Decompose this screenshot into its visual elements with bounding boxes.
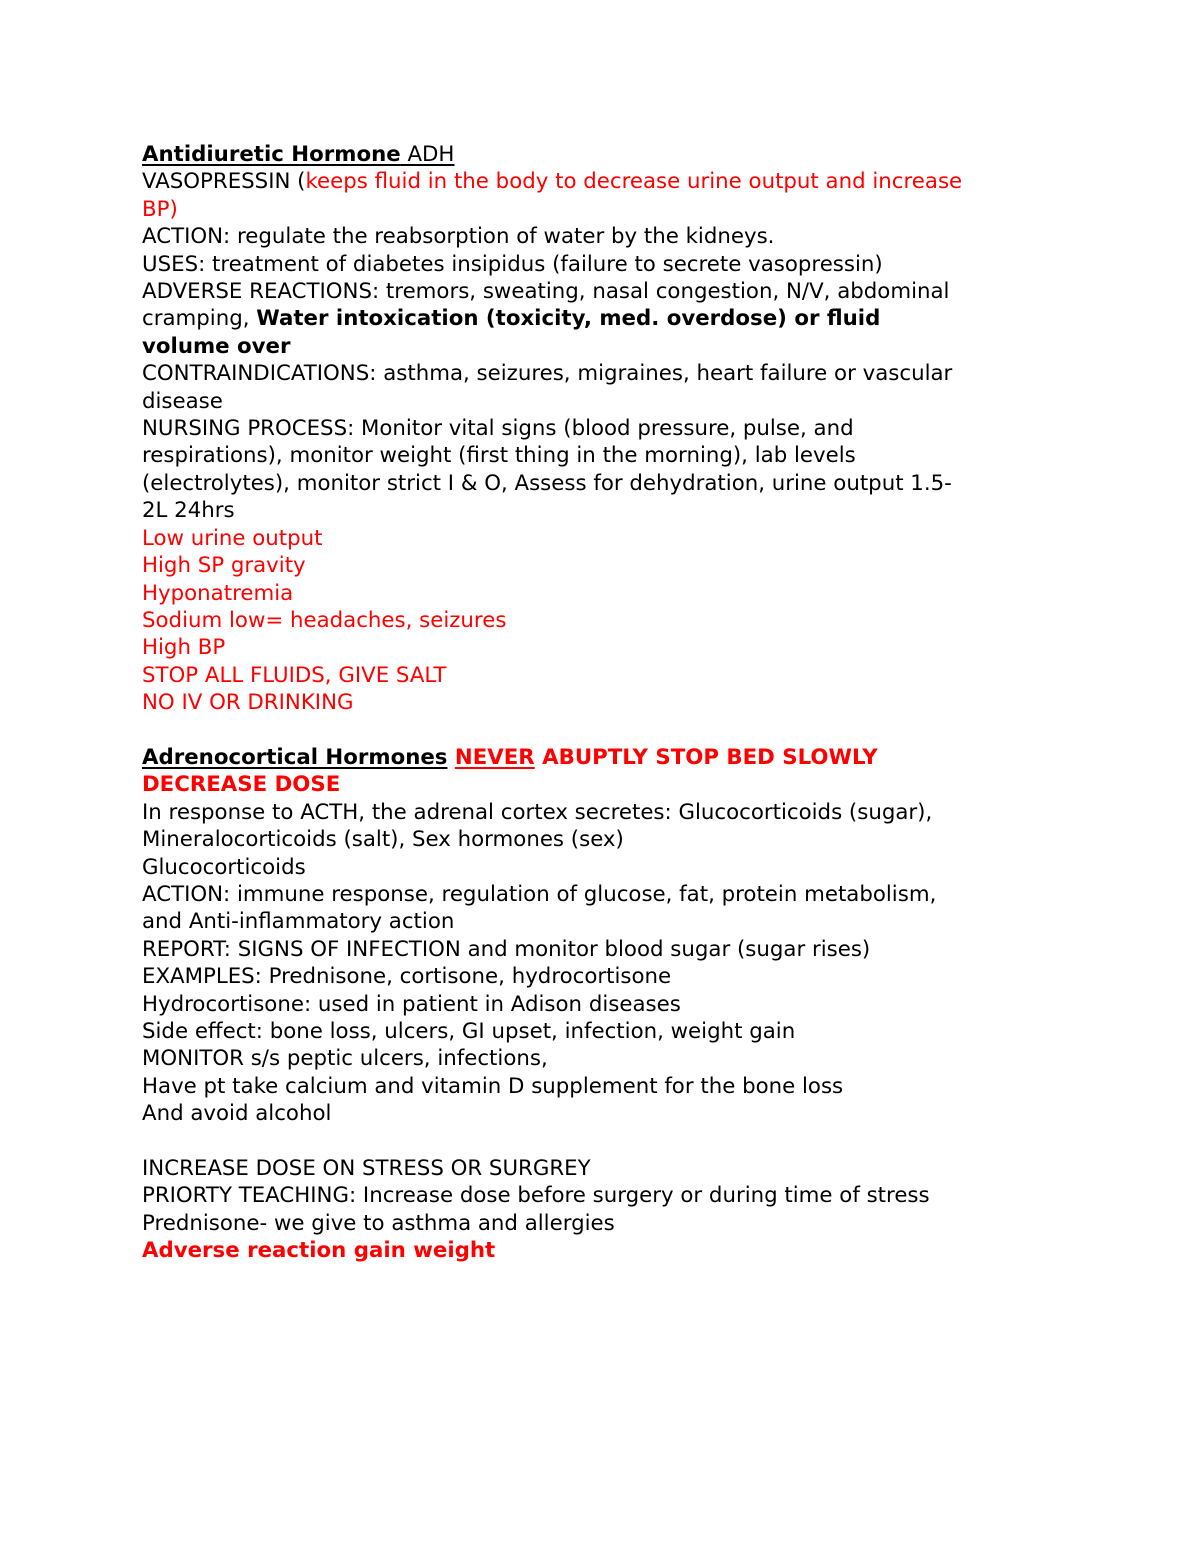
adh-nursing-3: (electrolytes), monitor strict I & O, Assess for dehydration, urine output 1.5- bbox=[142, 470, 952, 496]
adrenal-line: Mineralocorticoids (salt), Sex hormones (sex) bbox=[142, 827, 624, 853]
adh-red-item: NO IV OR DRINKING bbox=[142, 690, 354, 716]
adrenal-line: In response to ACTH, the adrenal cortex secretes: Glucocorticoids (sugar), bbox=[142, 799, 933, 825]
adh-adverse-1: ADVERSE REACTIONS: tremors, sweating, nasal congestion, N/V, abdominal bbox=[142, 279, 950, 305]
adh-red-item: Hyponatremia bbox=[142, 580, 294, 606]
adrenal-heading-line2: DECREASE DOSE bbox=[142, 772, 341, 798]
adrenal-line: Side effect: bone loss, ulcers, GI upset, infection, weight gain bbox=[142, 1018, 796, 1044]
adh-adverse-2 bbox=[142, 305, 1062, 332]
adrenal-heading-never: NEVER bbox=[454, 744, 535, 770]
adrenal-heading-rest: ABUPTLY STOP BED SLOWLY bbox=[534, 744, 878, 770]
adrenal-line: REPORT: SIGNS OF INFECTION and monitor blood sugar (sugar rises) bbox=[142, 936, 871, 962]
document-page bbox=[142, 141, 1062, 1265]
adrenal-line: EXAMPLES: Prednisone, cortisone, hydrocortisone bbox=[142, 964, 672, 990]
adh-nursing-1: NURSING PROCESS: Monitor vital signs (blood pressure, pulse, and bbox=[142, 416, 854, 442]
adh-adverse-2-bold: Water intoxication (toxicity, med. overdose) or fluid bbox=[256, 306, 881, 332]
adrenal-heading: Adrenocortical Hormones bbox=[142, 744, 448, 770]
adrenal-line: Have pt take calcium and vitamin D supplement for the bone loss bbox=[142, 1073, 844, 1099]
adh-action: ACTION: regulate the reabsorption of water by the kidneys. bbox=[142, 224, 775, 250]
vasopressin-label: VASOPRESSIN ( bbox=[142, 169, 306, 195]
adh-heading-suffix: ADH bbox=[400, 142, 455, 167]
adrenal-line: And avoid alcohol bbox=[142, 1101, 332, 1127]
vasopressin-note-cont: BP) bbox=[142, 196, 178, 222]
adrenal-heading-line bbox=[142, 744, 1062, 771]
adrenal-final-warning: Adverse reaction gain weight bbox=[142, 1238, 496, 1264]
adh-red-item: Low urine output bbox=[142, 525, 323, 551]
vasopressin-line bbox=[142, 168, 1062, 195]
adrenal-line-2: INCREASE DOSE ON STRESS OR SURGREY bbox=[142, 1156, 591, 1181]
adrenal-line: Hydrocortisone: used in patient in Adison diseases bbox=[142, 991, 681, 1017]
adh-adverse-3: volume over bbox=[142, 333, 291, 359]
adh-nursing-2: respirations), monitor weight (first thing in the morning), lab levels bbox=[142, 443, 856, 469]
adh-red-item: Sodium low= headaches, seizures bbox=[142, 607, 507, 633]
blank-line bbox=[142, 1128, 1062, 1155]
adrenal-line: ACTION: immune response, regulation of glucose, fat, protein metabolism, bbox=[142, 881, 937, 907]
adh-contra-2: disease bbox=[142, 388, 223, 414]
adh-red-item: STOP ALL FLUIDS, GIVE SALT bbox=[142, 662, 447, 688]
adh-nursing-4: 2L 24hrs bbox=[142, 498, 235, 524]
adrenal-line-2: Prednisone- we give to asthma and allergies bbox=[142, 1210, 615, 1236]
adh-red-item: High SP gravity bbox=[142, 553, 306, 579]
adrenal-line: MONITOR s/s peptic ulcers, infections, bbox=[142, 1046, 548, 1072]
adrenal-line: and Anti-inflammatory action bbox=[142, 909, 455, 935]
adh-uses: USES: treatment of diabetes insipidus (failure to secrete vasopressin) bbox=[142, 251, 883, 277]
vasopressin-note: keeps fluid in the body to decrease urine output and increase bbox=[305, 169, 963, 195]
blank-line bbox=[142, 717, 1062, 744]
adh-heading-line bbox=[142, 141, 1062, 168]
adh-heading: Antidiuretic Hormone bbox=[142, 142, 401, 167]
adh-red-item: High BP bbox=[142, 635, 226, 661]
adrenal-line-2: PRIORTY TEACHING: Increase dose before surgery or during time of stress bbox=[142, 1183, 930, 1209]
adh-adverse-2-text: cramping, bbox=[142, 306, 257, 332]
adh-contra-1: CONTRAINDICATIONS: asthma, seizures, migraines, heart failure or vascular bbox=[142, 361, 953, 387]
adrenal-line: Glucocorticoids bbox=[142, 854, 306, 880]
